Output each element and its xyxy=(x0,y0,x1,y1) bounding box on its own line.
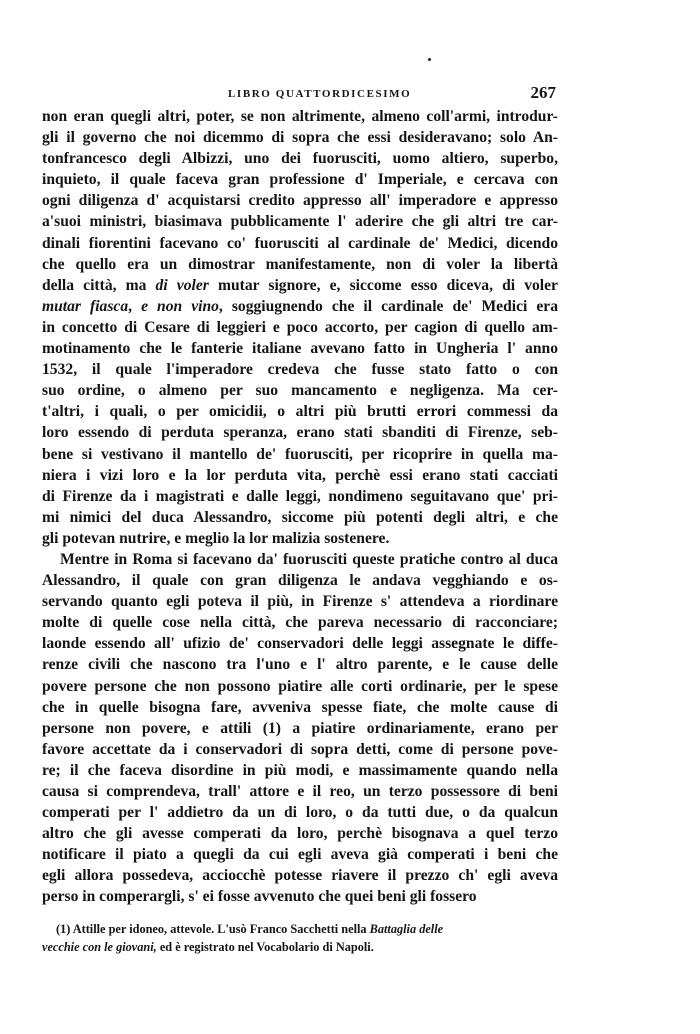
footnote xyxy=(42,920,558,956)
text-line: dinali fiorentini facevano co' fuorusciti al cardinale de' Medici, dicendo xyxy=(42,234,558,252)
text-line: non eran quegli altri, poter, se non altrimente, almeno coll'armi, introdur- xyxy=(42,108,558,125)
text-line: 1532, il quale l'imperadore credeva che fusse stato fatto o con xyxy=(42,361,558,379)
text-line: a'suoi ministri, biasimava pubblicamente l' aderire che gli altri tre car- xyxy=(42,213,558,231)
footnote-italic-text: vecchie con le giovani, xyxy=(42,940,157,954)
text-line: favore accettate da i conservadori di sopra detti, come di persone pove- xyxy=(42,740,558,758)
running-title: LIBRO QUATTORDICESIMO xyxy=(228,88,412,100)
text-line: egli allora possedeva, acciocchè potesse riavere il prezzo ch' egli aveva xyxy=(42,867,558,885)
text-line: molte di quelle cose nella città, che pareva necessario di racconciare; xyxy=(42,614,558,632)
text-line: niera i vizi loro e la lor perduta vita, perchè essi erano stati cacciati xyxy=(42,466,558,484)
text-line: causa si comprendeva, trall' attore e il reo, un terzo possessore di beni xyxy=(42,783,558,800)
text-line: comperati per l' addietro da un di loro, o da tutti due, o da qualcun xyxy=(42,804,558,822)
body-text xyxy=(42,106,558,908)
print-speck xyxy=(428,58,431,61)
text-line: Mentre in Roma si facevano da' fuorusciti queste pratiche contro al duca xyxy=(60,550,558,568)
footnote-line xyxy=(42,920,558,938)
text-line: perso in comperargli, s' ei fosse avvenuto che quei beni gli fossero xyxy=(42,888,477,906)
footnote-italic-text: Battaglia delle xyxy=(369,922,444,936)
text-line: persone non povere, e attili (1) a piatire ordinariamente, erano per xyxy=(42,719,558,737)
text-line: tonfrancesco degli Albizzi, uno dei fuorusciti, uomo altiero, superbo, xyxy=(42,150,558,168)
text-line: che quello era un dimostrar manifestamente, non di voler la libertà xyxy=(42,255,558,273)
text-line: che in quelle bisogna fare, avveniva spesse fiate, che molte cause di xyxy=(42,698,558,716)
footnote-text: (1) Attille per idoneo, attevole. L'usò Franco Sacchetti nella xyxy=(56,922,370,936)
text-line: della città, ma di voler mutar signore, e, siccome esso diceva, di voler xyxy=(42,276,558,294)
text-line: motinamento che le fanterie italiane avevano fatto in Ungheria l' anno xyxy=(42,340,558,358)
text-line: notificare il piato a quegli da cui egli aveva già comperati i beni che xyxy=(42,846,558,864)
text-line: in concetto di Cesare di leggieri e poco accorto, per cagion di quello am- xyxy=(42,318,558,336)
text-line: laonde essendo all' ufizio de' conservadori delle leggi assegnate le diffe- xyxy=(42,635,558,653)
text-line: mutar fiasca, e non vino, soggiugnendo che il cardinale de' Medici era xyxy=(42,297,558,315)
footnote-text: ed è registrato nel Vocabolario di Napoli. xyxy=(156,940,374,954)
text-line: servando quanto egli poteva il più, in Firenze s' attendeva a riordinare xyxy=(42,593,558,611)
text-line: Alessandro, il quale con gran diligenza le andava vegghiando e os- xyxy=(42,572,558,590)
text-line: suo ordine, o almeno per suo mancamento e negligenza. Ma cer- xyxy=(42,382,558,400)
text-line: t'altri, i quali, o per omicidii, o altri più brutti errori commessi da xyxy=(42,403,558,421)
text-line: mi nimici del duca Alessandro, siccome più potenti degli altri, e che xyxy=(42,508,558,526)
footnote-line xyxy=(42,938,558,956)
text-line: di Firenze da i magistrati e dalle leggi, nondimeno seguitavano que' pri- xyxy=(42,487,558,505)
text-line: loro essendo di perduta speranza, erano stati sbanditi di Firenze, seb- xyxy=(42,424,558,442)
text-line: inquieto, il quale faceva gran professione d' Imperiale, e cercava con xyxy=(42,171,558,189)
text-line: altro che gli avesse comperati da loro, perchè bisognava a quel terzo xyxy=(42,825,558,843)
text-line: re; il che faceva disordine in più modi, e massimamente quando nella xyxy=(42,761,558,779)
page-number: 267 xyxy=(530,83,556,102)
text-line: ogni diligenza d' acquistarsi credito appresso all' imperadore e appresso xyxy=(42,192,558,210)
text-line: renze civili che nascono tra l'uno e l' altro parente, e le cause delle xyxy=(42,656,558,674)
text-line: gli il governo che noi dicemmo di sopra che essi desideravano; solo An- xyxy=(42,129,558,147)
text-line: bene si vestivano il mantello de' fuorusciti, per ricoprire in quella ma- xyxy=(42,445,558,463)
text-line: povere persone che non possono piatire alle corti ordinarie, per le spese xyxy=(42,677,558,695)
text-line: gli potevan nutrire, e meglio la lor malizia sostenere. xyxy=(42,529,390,547)
